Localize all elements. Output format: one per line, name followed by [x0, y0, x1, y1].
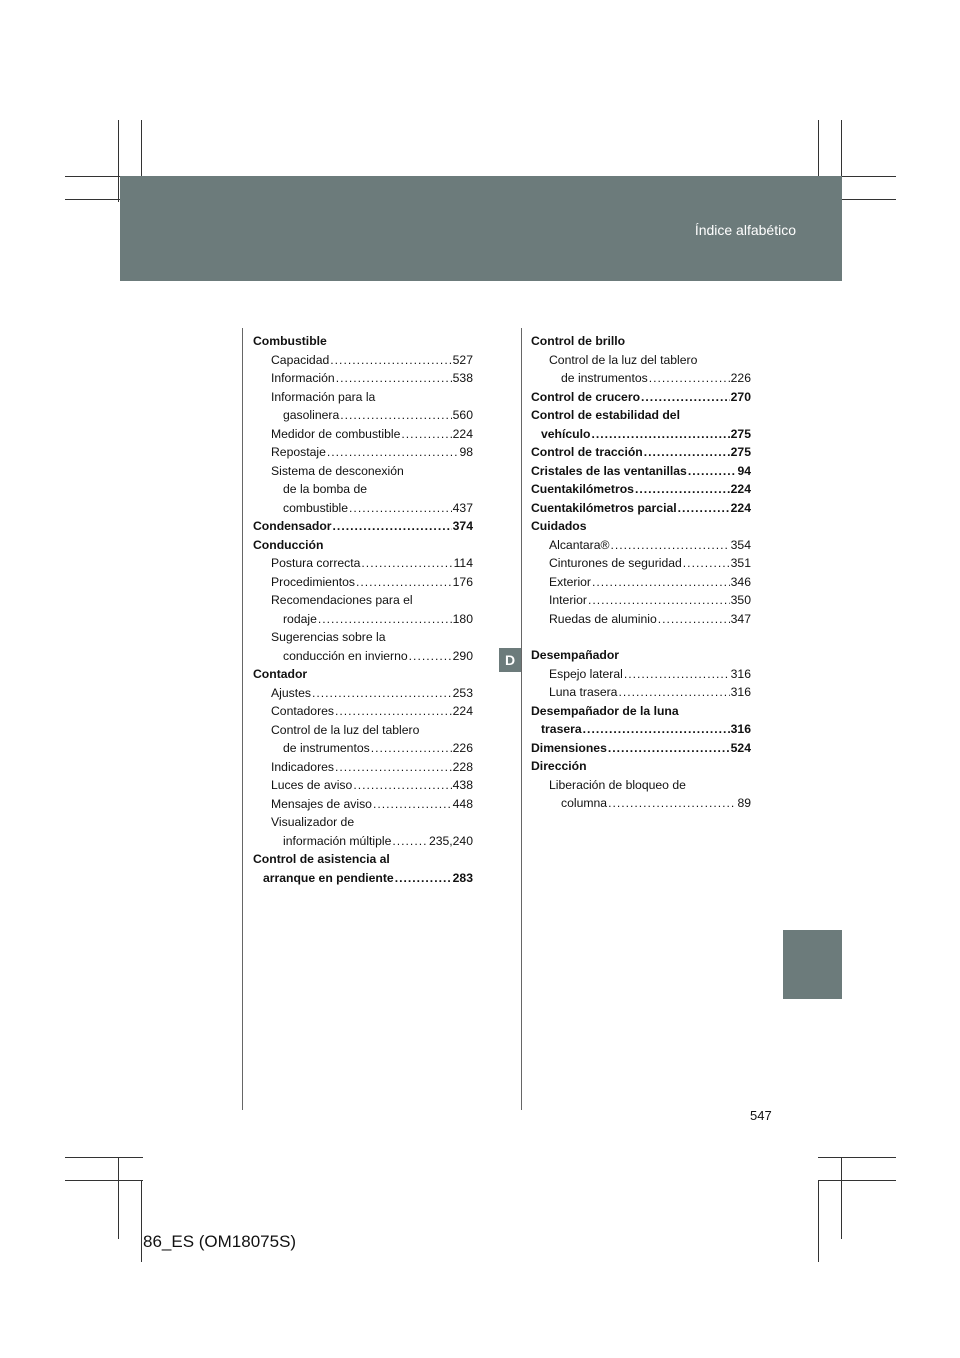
index-entry: [253, 776, 473, 795]
entry-page: 114: [453, 556, 473, 570]
index-entry: [531, 351, 751, 370]
dot-leader: [688, 462, 737, 481]
entry-page: 290: [452, 648, 473, 663]
entry-term: Procedimientos: [271, 574, 355, 589]
entry-page: 180: [452, 611, 473, 626]
dot-leader: [608, 739, 730, 758]
dot-leader: [318, 610, 452, 629]
entry-term: Sugerencias sobre la: [271, 630, 386, 644]
entry-page: 524: [730, 740, 751, 755]
index-entry: [531, 536, 751, 555]
entry-term: Interior: [549, 593, 587, 607]
entry-page: 253: [452, 685, 473, 700]
index-entry: [253, 813, 473, 832]
entry-term: Cuentakilómetros: [531, 482, 634, 496]
entry-term: Luna trasera: [549, 685, 618, 699]
entry-term: Información: [271, 371, 335, 385]
index-entry: [531, 480, 751, 499]
dot-leader: [392, 832, 428, 851]
dot-leader: [641, 388, 730, 407]
entry-page: 226: [730, 371, 751, 385]
entry-term: trasera: [541, 722, 582, 736]
footer-code: 86_ES (OM18075S): [143, 1232, 297, 1251]
entry-term: Capacidad: [271, 352, 330, 367]
index-entry: [531, 425, 751, 444]
entry-term: Espejo lateral: [549, 666, 623, 681]
dot-leader: [592, 573, 730, 592]
entry-term: Visualizador de: [271, 815, 355, 829]
entry-page: 224: [452, 704, 473, 718]
dot-leader: [624, 665, 730, 684]
index-entry: [531, 794, 751, 813]
entry-page: 438: [452, 778, 473, 792]
index-entry: [253, 332, 473, 351]
dot-leader: [644, 443, 730, 462]
page-number: 547: [750, 1108, 772, 1123]
dot-leader: [373, 795, 452, 814]
entry-page: 448: [452, 796, 473, 811]
crop-mark: [818, 1180, 819, 1262]
index-entry: [531, 499, 751, 518]
index-entry: [253, 573, 473, 592]
dot-leader: [335, 758, 452, 777]
index-entry: [253, 591, 473, 610]
chapter-tab: [783, 930, 842, 999]
entry-page: 316: [730, 666, 751, 681]
crop-mark: [118, 120, 119, 202]
entry-term: arranque en pendiente: [263, 870, 394, 885]
crop-mark: [65, 1157, 143, 1158]
entry-term: Alcantara®: [549, 537, 610, 552]
dot-leader: [649, 369, 730, 388]
index-entry: [253, 610, 473, 629]
index-entry: [253, 536, 473, 555]
entry-term: conducción en invierno: [283, 648, 408, 663]
entry-term: rodaje: [283, 611, 317, 626]
index-column-right: [531, 332, 751, 813]
entry-term: Ruedas de aluminio: [549, 611, 657, 626]
index-entry: [531, 702, 751, 721]
entry-term: Control de crucero: [531, 389, 641, 404]
crop-mark: [841, 1157, 842, 1239]
entry-term: Control de estabilidad del: [531, 408, 680, 422]
index-entry: [531, 388, 751, 407]
entry-term: Postura correcta: [271, 556, 361, 570]
index-entry: [253, 665, 473, 684]
entry-term: Contadores: [271, 704, 335, 718]
center-column-rule: [521, 328, 522, 1110]
index-entry: [531, 332, 751, 351]
entry-term: columna: [561, 796, 608, 810]
index-entry: [531, 462, 751, 481]
index-entry: [531, 554, 751, 573]
index-entry: [531, 683, 751, 702]
dot-leader: [336, 369, 452, 388]
dot-leader: [353, 776, 451, 795]
dot-leader: [327, 443, 459, 462]
crop-mark: [65, 1180, 143, 1181]
dot-leader: [678, 499, 730, 518]
dot-leader: [349, 499, 452, 518]
dot-leader: [312, 684, 452, 703]
dot-leader: [583, 720, 730, 739]
index-entry: [253, 684, 473, 703]
entry-term: Exterior: [549, 574, 591, 589]
dot-leader: [683, 554, 730, 573]
crop-mark: [118, 1157, 119, 1239]
index-entry: [531, 665, 751, 684]
index-entry: [253, 499, 473, 518]
dot-leader: [333, 517, 452, 536]
header-band: [120, 176, 842, 281]
dot-leader: [658, 610, 730, 629]
entry-page: 374: [452, 519, 473, 533]
entry-term: Conducción: [253, 537, 324, 552]
entry-term: Recomendaciones para el: [271, 593, 413, 607]
entry-term: Control de la luz del tablero: [271, 722, 420, 737]
index-entry: [531, 757, 751, 776]
entry-page: 437: [452, 500, 473, 515]
entry-page: 235,240: [428, 833, 473, 848]
index-entry: [253, 369, 473, 388]
index-entry: [253, 351, 473, 370]
entry-page: 94: [737, 463, 751, 478]
index-entry: [531, 406, 751, 425]
dot-leader: [608, 794, 736, 813]
entry-term: Desempañador de la luna: [531, 703, 679, 718]
index-entry: [531, 573, 751, 592]
dot-leader: [371, 739, 452, 758]
entry-page: 224: [730, 500, 751, 515]
entry-page: 176: [452, 574, 473, 589]
index-entry: [531, 646, 751, 665]
entry-term: Dimensiones: [531, 740, 607, 755]
index-letter-tab: D: [499, 648, 521, 672]
entry-term: Cinturones de seguridad: [549, 556, 682, 570]
index-entry: [253, 388, 473, 407]
entry-page: 351: [730, 556, 751, 570]
entry-term: Repostaje: [271, 445, 326, 459]
entry-page: 527: [452, 352, 473, 367]
crop-mark: [818, 1157, 896, 1158]
index-entry: [253, 850, 473, 869]
entry-page: 347: [730, 611, 751, 626]
dot-leader: [401, 425, 451, 444]
index-entry: [253, 628, 473, 647]
entry-page: 560: [452, 408, 473, 422]
index-entry: [253, 721, 473, 740]
dot-leader: [591, 425, 729, 444]
entry-page: 224: [730, 482, 751, 496]
dot-leader: [610, 536, 729, 555]
section-title: Índice alfabético: [694, 222, 796, 238]
dot-leader: [335, 702, 452, 721]
entry-term: información múltiple: [283, 833, 392, 848]
entry-page: 224: [452, 426, 473, 441]
dot-leader: [330, 351, 451, 370]
index-entry: [253, 832, 473, 851]
entry-page: 275: [730, 426, 751, 441]
entry-term: Sistema de desconexión: [271, 463, 404, 478]
entry-page: 283: [452, 870, 473, 885]
entry-term: Control de la luz del tablero: [549, 352, 698, 367]
index-entry: [531, 369, 751, 388]
entry-gap: [531, 628, 751, 646]
entry-term: Contador: [253, 667, 308, 681]
index-entry: [531, 591, 751, 610]
index-entry: [253, 869, 473, 888]
entry-term: gasolinera: [283, 408, 340, 422]
crop-mark: [141, 1180, 142, 1262]
dot-leader: [395, 869, 452, 888]
index-entry: [253, 517, 473, 536]
entry-page: 354: [730, 537, 751, 552]
index-entry: [253, 406, 473, 425]
entry-term: combustible: [283, 500, 349, 515]
crop-mark: [818, 1180, 896, 1181]
entry-term: de instrumentos: [561, 371, 648, 385]
entry-page: 275: [730, 445, 751, 459]
index-entry: [253, 758, 473, 777]
entry-term: de instrumentos: [283, 741, 370, 755]
entry-term: Cuidados: [531, 519, 587, 533]
index-entry: [253, 480, 473, 499]
dot-leader: [356, 573, 452, 592]
entry-term: Cuentakilómetros parcial: [531, 500, 677, 515]
entry-term: Liberación de bloqueo de: [549, 777, 686, 792]
entry-term: Luces de aviso: [271, 778, 353, 792]
entry-term: Medidor de combustible: [271, 426, 401, 441]
entry-page: 316: [730, 722, 751, 736]
dot-leader: [409, 647, 452, 666]
index-entry: [253, 425, 473, 444]
entry-term: Mensajes de aviso: [271, 796, 372, 811]
entry-page: 89: [737, 796, 751, 810]
index-entry: [531, 776, 751, 795]
left-column-rule: [242, 328, 243, 1110]
entry-term: Ajustes: [271, 685, 311, 700]
entry-page: 226: [452, 741, 473, 755]
entry-page: 350: [730, 593, 751, 607]
entry-term: Control de asistencia al: [253, 852, 390, 866]
entry-term: Control de tracción: [531, 445, 643, 459]
entry-term: Indicadores: [271, 759, 335, 774]
entry-page: 98: [459, 445, 473, 459]
entry-term: Control de brillo: [531, 334, 626, 348]
entry-page: 316: [730, 685, 751, 699]
dot-leader: [361, 554, 452, 573]
entry-term: Desempañador: [531, 648, 620, 662]
entry-page: 228: [452, 759, 473, 774]
index-entry: [531, 720, 751, 739]
dot-leader: [588, 591, 730, 610]
entry-term: Cristales de las ventanillas: [531, 463, 687, 478]
entry-page: 538: [452, 371, 473, 385]
entry-page: 270: [730, 389, 751, 404]
index-entry: [531, 443, 751, 462]
index-column-left: [253, 332, 473, 887]
index-entry: [253, 739, 473, 758]
entry-term: vehículo: [541, 426, 591, 441]
entry-term: Información para la: [271, 389, 376, 404]
entry-term: Combustible: [253, 334, 327, 348]
index-entry: [253, 443, 473, 462]
index-entry: [253, 554, 473, 573]
index-entry: [253, 462, 473, 481]
dot-leader: [340, 406, 451, 425]
index-entry: [253, 702, 473, 721]
index-entry: [253, 647, 473, 666]
entry-term: Dirección: [531, 759, 587, 773]
dot-leader: [635, 480, 730, 499]
index-entry: [253, 795, 473, 814]
entry-term: de la bomba de: [283, 482, 368, 496]
index-entry: [531, 517, 751, 536]
index-entry: [531, 610, 751, 629]
dot-leader: [618, 683, 729, 702]
entry-term: Condensador: [253, 519, 332, 533]
entry-page: 346: [730, 574, 751, 589]
index-entry: [531, 739, 751, 758]
